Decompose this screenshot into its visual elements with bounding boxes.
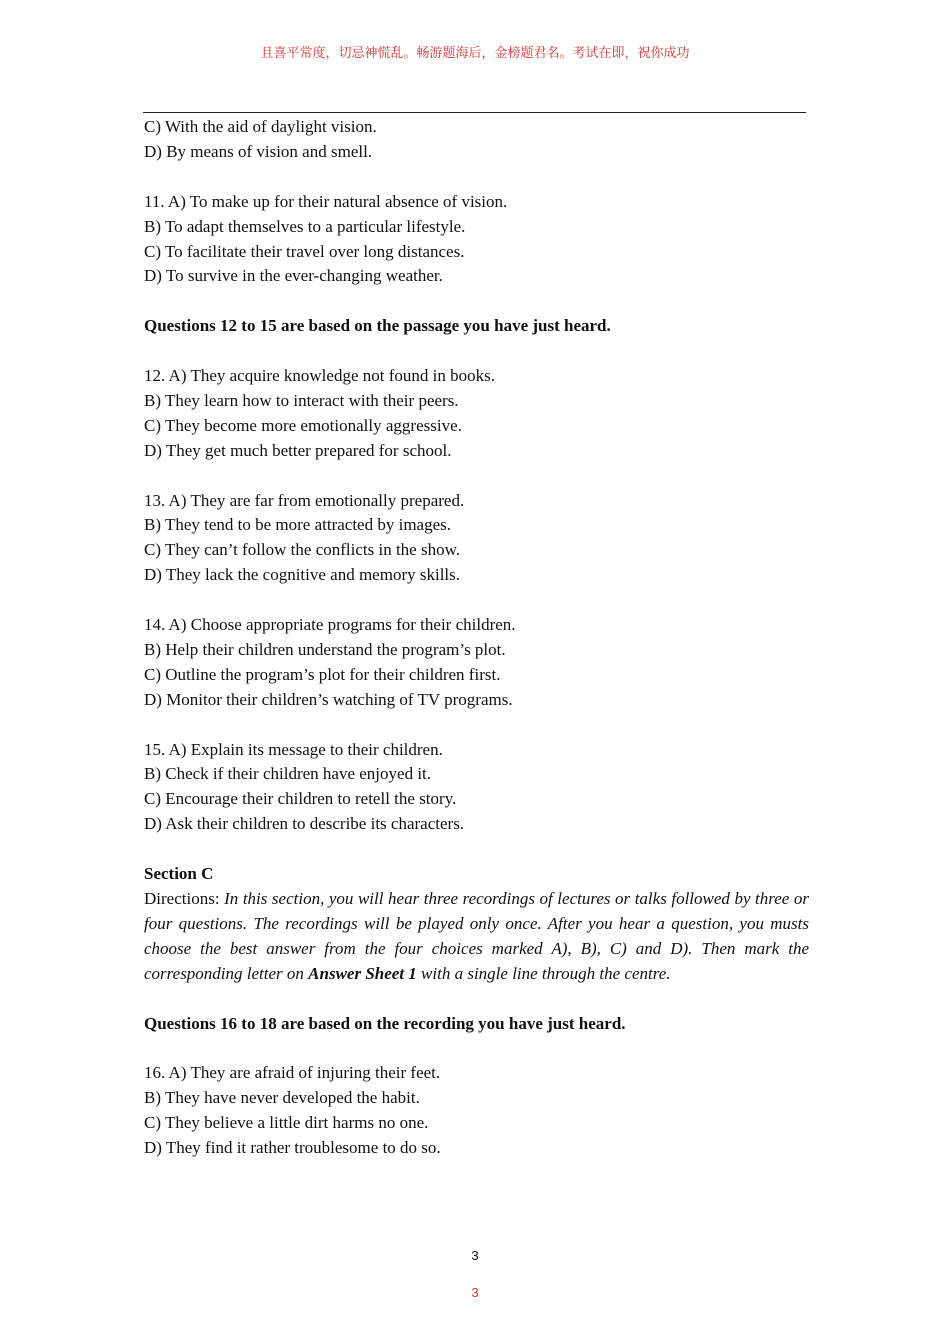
- q15-option-b: B) Check if their children have enjoyed it.: [144, 764, 432, 784]
- header-motto: 且喜平常度，切忌神慌乱。畅游题海后，金榜题君名。考试在即，祝你成功: [260, 46, 690, 61]
- q16-option-d: D) They find it rather troublesome to do so.: [144, 1138, 441, 1158]
- q15-option-a: 15. A) Explain its message to their children.: [144, 739, 443, 759]
- page-number: 3: [471, 1248, 479, 1263]
- q12-option-a: 12. A) They acquire knowledge not found in books.: [144, 366, 495, 386]
- q13-option-d: D) They lack the cognitive and memory skills.: [144, 565, 461, 585]
- directions-text-2: with a single line through the centre.: [421, 963, 671, 983]
- page-number-footer-red: 3: [471, 1285, 479, 1300]
- q10-option-d: D) By means of vision and smell.: [144, 141, 373, 161]
- q15-option-c: C) Encourage their children to retell the story.: [144, 789, 457, 809]
- q12-option-b: B) They learn how to interact with their peers.: [144, 390, 459, 410]
- heading-questions-16-18: Questions 16 to 18 are based on the recording you have just heard.: [144, 1013, 626, 1033]
- section-c-directions: [144, 887, 809, 987]
- q12-option-c: C) They become more emotionally aggressive.: [144, 415, 462, 435]
- header-divider: [143, 112, 806, 113]
- q15-option-d: D) Ask their children to describe its characters.: [144, 814, 465, 834]
- q14-option-d: D) Monitor their children’s watching of TV programs.: [144, 689, 513, 709]
- q16-option-b: B) They have never developed the habit.: [144, 1088, 420, 1108]
- q12-option-d: D) They get much better prepared for school.: [144, 440, 452, 460]
- q11-option-d: D) To survive in the ever-changing weather.: [144, 266, 443, 286]
- q13-option-a: 13. A) They are far from emotionally prepared.: [144, 490, 465, 510]
- q16-option-a: 16. A) They are afraid of injuring their feet.: [144, 1063, 441, 1083]
- directions-text-1: In this section, you will hear three recordings of lectures or talks followed by three or four questions. The recordings will be played only once. After you hear a question, you musts choose the best answer from the four choices marked A), B), C) and D). Then mark the corresponding letter on: [144, 888, 810, 983]
- q14-option-b: B) Help their children understand the program’s plot.: [144, 639, 506, 659]
- q11-option-c: C) To facilitate their travel over long distances.: [144, 241, 465, 261]
- q16-option-c: C) They believe a little dirt harms no one.: [144, 1113, 429, 1133]
- section-c-title: Section C: [144, 864, 214, 884]
- q14-option-c: C) Outline the program’s plot for their children first.: [144, 664, 501, 684]
- q10-option-c: C) With the aid of daylight vision.: [144, 117, 377, 136]
- directions-answer-sheet: Answer Sheet 1: [308, 963, 417, 983]
- q14-option-a: 14. A) Choose appropriate programs for their children.: [144, 615, 516, 635]
- exam-content: [144, 115, 809, 1161]
- q13-option-b: B) They tend to be more attracted by images.: [144, 515, 452, 535]
- q11-option-b: B) To adapt themselves to a particular lifestyle.: [144, 216, 466, 236]
- heading-questions-12-15: Questions 12 to 15 are based on the passage you have just heard.: [144, 316, 611, 336]
- q13-option-c: C) They can’t follow the conflicts in the show.: [144, 540, 461, 560]
- q11-option-a: 11. A) To make up for their natural absence of vision.: [144, 191, 508, 211]
- directions-label: Directions:: [144, 888, 220, 908]
